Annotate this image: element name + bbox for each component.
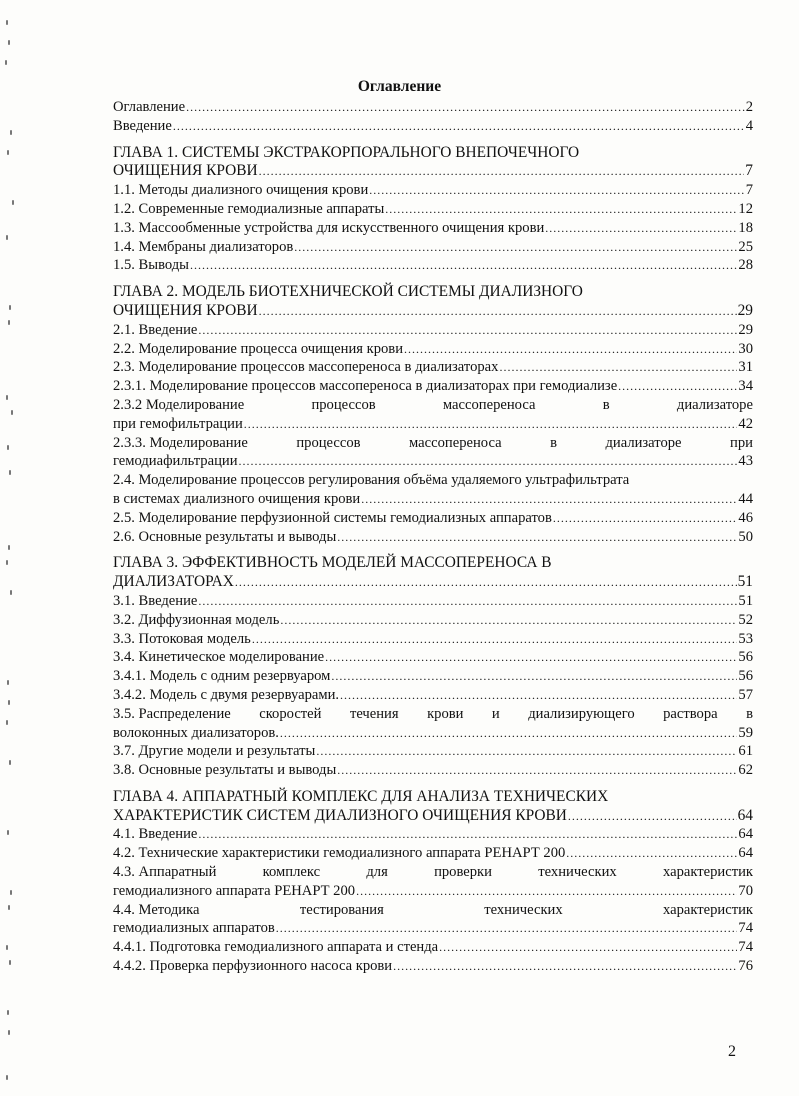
dot-leader [259,162,745,181]
dot-leader [252,630,738,649]
scan-speck [5,60,7,65]
toc-entry-page: 4 [745,117,753,134]
toc-entry-title: Введение [113,117,172,134]
toc-entry-title: 1.5. Выводы [113,257,189,274]
dot-leader [190,256,737,275]
toc-entry-title: 2.6. Основные результаты и выводы [113,528,337,545]
toc-entry[interactable] [113,648,753,667]
scan-speck [10,890,12,895]
toc-entry[interactable] [113,844,753,863]
dot-leader [235,573,737,592]
scan-speck [6,20,8,25]
toc-wrapped-line [113,705,753,724]
toc-entry[interactable] [113,256,753,275]
dot-leader [316,742,737,761]
toc-entry-page: 64 [738,826,753,843]
dot-leader [553,509,738,528]
toc-entry-title: Оглавление [113,99,186,115]
toc-word: ГЛАВА 2. МОДЕЛЬ БИОТЕХНИЧЕСКОЙ СИСТЕМЫ ДИАЛИЗНОГО [113,283,583,301]
toc-entry-page: 59 [738,724,753,741]
chapter-heading-line [113,144,753,163]
toc-word: скоростей [259,705,322,722]
toc-entry[interactable] [113,686,753,705]
toc-entry-page: 42 [738,415,753,432]
toc-word: технических [484,901,563,918]
toc-entry-page: 29 [738,321,753,338]
toc-entry-page: 31 [738,359,753,376]
scan-speck [12,200,14,205]
toc-word: технических [538,864,617,881]
toc-entry-title: 3.4.2. Модель с двумя резервуарами. [113,686,340,703]
toc-entry-page: 70 [738,882,753,899]
toc-word: 4.3. Аппаратный [113,864,217,881]
chapter-entry[interactable] [113,573,753,592]
toc-entry-title: 4.4.2. Проверка перфузионного насоса крови [113,958,393,975]
chapter-heading-line [113,283,753,302]
scan-speck [9,960,11,965]
toc-word: тестирования [299,901,384,918]
toc-word: проверки [434,864,492,881]
scan-speck [6,1075,8,1080]
dot-leader [369,181,744,200]
toc-entry-title: 2.2. Моделирование процесса очищения крови [113,340,404,357]
dot-leader [173,117,745,136]
toc-entry-title: 3.4. Кинетическое моделирование [113,649,325,666]
toc-entry-page: 29 [737,301,753,319]
toc-entry-title: 1.3. Массообменные устройства для искусственного очищения крови [113,219,545,236]
toc-entry[interactable] [113,452,753,471]
toc-entry-page: 56 [738,649,753,666]
dot-leader [186,98,745,117]
toc-entry-page: 7 [745,162,753,180]
section-gap [113,136,753,144]
toc-entry-page: 51 [737,573,753,591]
toc-word: диализирующего [528,705,635,722]
dot-leader [239,452,738,471]
toc-entry[interactable] [113,181,753,200]
toc-entry[interactable] [113,238,753,257]
toc-word: ГЛАВА 4. АППАРАТНЫЙ КОМПЛЕКС ДЛЯ АНАЛИЗА ТЕХНИЧЕСКИХ [113,787,609,805]
toc-entry[interactable] [113,761,753,780]
toc-entry[interactable] [113,358,753,377]
toc-entry-page: 43 [738,453,753,470]
toc-entry-title: 3.1. Введение [113,592,198,609]
scan-speck [8,700,10,705]
toc-entry[interactable] [113,592,753,611]
toc-entry-page: 46 [738,509,753,526]
toc-entry-page: 12 [738,200,753,217]
toc-word: 4.4. Методика [113,901,200,918]
toc-entry-page: 64 [737,806,753,824]
toc-word: процессов [296,434,361,451]
toc-entry-page: 25 [738,238,753,255]
scan-speck [8,545,10,550]
toc-word: 2.4. Моделирование процессов регулирования объёма удаляемого ультрафильтрата [113,472,630,489]
dot-leader [198,592,737,611]
toc-wrapped-line [113,863,753,882]
toc-word: в [550,434,557,451]
toc-word: при [730,434,753,451]
dot-leader [545,219,737,238]
toc-entry[interactable] [113,611,753,630]
dot-leader [259,302,737,321]
toc-entry-title: ХАРАКТЕРИСТИК СИСТЕМ ДИАЛИЗНОГО ОЧИЩЕНИЯ КРОВИ [113,806,567,824]
toc-entry-page: 18 [738,219,753,236]
toc-entry[interactable] [113,630,753,649]
toc-entry[interactable] [113,724,753,743]
toc-entry-title: при гемофильтрации [113,415,243,432]
section-gap [113,780,753,788]
toc-entry-title: 1.1. Методы диализного очищения крови [113,182,369,199]
scan-speck [6,720,8,725]
toc-entry[interactable] [113,98,753,117]
dot-leader [340,686,737,705]
scan-speck [8,905,10,910]
toc-entry-page: 76 [738,958,753,975]
dot-leader [280,611,737,630]
dot-leader [280,724,738,743]
dot-leader [393,957,737,976]
toc-word: раствора [663,705,718,722]
toc-entry-page: 30 [738,340,753,357]
toc-word: крови [427,705,464,722]
scan-speck [7,445,9,450]
toc-entry[interactable] [113,200,753,219]
toc-wrapped-line [113,434,753,453]
toc-entry[interactable] [113,742,753,761]
dot-leader [361,490,737,509]
toc-entry-title: ОЧИЩЕНИЯ КРОВИ [113,162,258,180]
toc-word: ГЛАВА 3. ЭФФЕКТИВНОСТЬ МОДЕЛЕЙ МАССОПЕРЕНОСА В [113,554,552,572]
toc-entry-title: 3.8. Основные результаты и выводы [113,762,337,779]
toc-entry-title: гемодиализных аппаратов [113,920,275,937]
scan-speck [6,235,8,240]
toc-word: для [366,864,388,881]
toc-entry[interactable] [113,321,753,340]
scan-speck [7,1010,9,1015]
toc-entry-page: 44 [738,490,753,507]
toc-entry-page: 57 [738,686,753,703]
dot-leader [439,938,737,957]
dot-leader [198,825,737,844]
toc-entry[interactable] [113,509,753,528]
toc-entry-title: 2.3.1. Моделирование процессов массопереноса в диализаторах при гемодиализе [113,378,618,395]
scan-speck [11,410,13,415]
toc-wrapped-line [113,471,753,490]
dot-leader [404,340,737,359]
dot-leader [244,415,738,434]
toc-entry-title: волоконных диализаторов. [113,724,279,741]
toc-entry-title: 4.2. Технические характеристики гемодиализного аппарата РЕНАРТ 200 [113,845,566,862]
toc-entry-page: 62 [738,762,753,779]
toc-entry-title: 2.1. Введение [113,321,198,338]
toc-word: 2.3.2 Моделирование [113,396,245,413]
toc-entry[interactable] [113,825,753,844]
dot-leader [276,919,738,938]
toc-title: Оглавление [357,78,442,95]
toc-entry[interactable] [113,957,753,976]
toc-entry-page: 28 [738,257,753,274]
dot-leader [331,667,737,686]
toc-entry-page: 7 [745,182,753,199]
toc-wrapped-line [113,396,753,415]
toc-entry[interactable] [113,528,753,547]
toc-word: ГЛАВА 1. СИСТЕМЫ ЭКСТРАКОРПОРАЛЬНОГО ВНЕПОЧЕЧНОГО [113,143,580,161]
toc-entry-title: 2.5. Моделирование перфузионной системы гемодиализных аппаратов [113,509,552,526]
dot-leader [356,882,737,901]
dot-leader [499,358,737,377]
toc-entry-title: 3.2. Диффузионная модель [113,611,280,628]
toc-word: течения [349,705,399,722]
toc-entry-title: ДИАЛИЗАТОРАХ [113,573,234,591]
section-gap [113,275,753,283]
toc-entry[interactable] [113,938,753,957]
toc-entry[interactable] [113,882,753,901]
toc-word: в [746,705,753,722]
toc-word: в [602,396,610,413]
toc-entry-title: 4.4.1. Подготовка гемодиализного аппарата и стенда [113,939,439,956]
scan-speck [6,560,8,565]
scan-speck [6,945,8,950]
toc-entry-title: 1.2. Современные гемодиализные аппараты [113,200,385,217]
dot-leader [294,238,737,257]
chapter-heading-line [113,554,753,573]
scan-speck [10,130,12,135]
scan-margin-marks [0,0,30,1096]
scan-speck [8,1030,10,1035]
toc-entry-title: в системах диализного очищения крови [113,490,361,507]
chapter-entry[interactable] [113,807,753,826]
toc-entry-title: 4.1. Введение [113,826,198,843]
toc-word: диализаторе [605,434,682,451]
dot-leader [198,321,737,340]
scan-speck [9,305,11,310]
toc-entry-title: 1.4. Мембраны диализаторов [113,238,294,255]
chapter-entry[interactable] [113,162,753,181]
toc-entry-page: 51 [738,592,753,609]
chapter-heading-line [113,788,753,807]
toc-entry[interactable] [113,219,753,238]
toc-entry[interactable] [113,117,753,136]
toc-entry-page: 74 [738,939,753,956]
scan-speck [9,470,11,475]
toc-entry-page: 61 [738,743,753,760]
toc-word: 3.5. Распределение [113,705,231,722]
toc-word: массопереноса [409,434,502,451]
toc-entry-title: гемодиализного аппарата РЕНАРТ 200 [113,882,356,899]
dot-leader [566,844,737,863]
toc-entry-page: 50 [738,528,753,545]
toc-entry-page: 34 [738,378,753,395]
toc-entry[interactable] [113,919,753,938]
scan-speck [8,320,10,325]
toc-entry-page: 52 [738,611,753,628]
dot-leader [618,377,737,396]
dot-leader [385,200,737,219]
scan-speck [8,40,10,45]
toc-entry-title: гемодиафильтрации [113,453,238,470]
toc-entry-title: 3.3. Потоковая модель [113,630,251,647]
toc-entry[interactable] [113,415,753,434]
toc-word: 2.3.3. Моделирование [113,434,248,451]
chapter-entry[interactable] [113,302,753,321]
toc-word: и [491,705,500,722]
toc-word: диализаторе [676,396,753,413]
dot-leader [337,761,737,780]
toc-word: характеристик [663,901,753,918]
toc-entry-page: 74 [738,920,753,937]
scan-speck [7,150,9,155]
scan-speck [9,760,11,765]
toc-wrapped-line [113,901,753,920]
scan-speck [6,395,8,400]
table-of-contents [113,98,753,976]
dot-leader [325,648,737,667]
toc-word: комплекс [262,864,321,881]
toc-entry[interactable] [113,377,753,396]
toc-entry-page: 64 [738,845,753,862]
toc-word: характеристик [663,864,753,881]
toc-word: массопереноса [442,396,536,413]
scan-speck [7,680,9,685]
toc-entry-title: ОЧИЩЕНИЯ КРОВИ [113,301,258,319]
toc-entry-title: 2.3. Моделирование процессов массопереноса в диализаторах [113,359,499,376]
toc-entry[interactable] [113,340,753,359]
section-gap [113,546,753,554]
scan-speck [10,590,12,595]
toc-entry-title: 3.7. Другие модели и результаты [113,743,316,760]
toc-entry-title: 3.4.1. Модель с одним резервуаром [113,668,331,685]
toc-word: процессов [311,396,376,413]
toc-entry-page: 2 [745,99,753,115]
page-number: 2 [728,1043,736,1060]
toc-entry-page: 56 [738,668,753,685]
toc-entry[interactable] [113,490,753,509]
toc-entry-page: 53 [738,630,753,647]
scan-speck [7,830,9,835]
dot-leader [568,807,737,826]
toc-entry[interactable] [113,667,753,686]
dot-leader [337,528,737,547]
